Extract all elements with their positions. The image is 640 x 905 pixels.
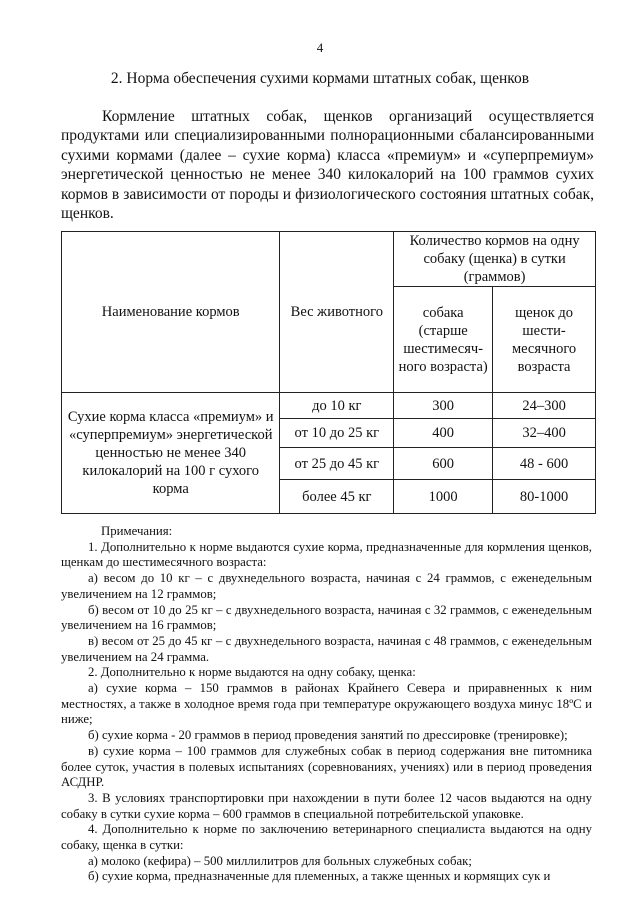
note-paragraph: а) весом до 10 кг – с двухнедельного возраста, начиная с 24 граммов, с еженедельным увеличением на 12 граммов; [61,571,592,601]
header-feed-quantity: Количество кормов на одну собаку (щенка) в сутки (граммов) [394,232,596,287]
note-paragraph: 1. Дополнительно к норме выдаются сухие корма, предназначенные для кормления щенков, щенкам до шестимесячного возраста: [61,539,592,570]
header-animal-weight: Вес животного [280,232,394,393]
note-paragraph: в) весом от 25 до 45 кг – с двухнедельного возраста, начиная с 48 граммов, с еженедельным увеличением на 24 грамма. [61,633,592,664]
weight-cell: до 10 кг [280,393,394,419]
intro-paragraph: Кормление штатных собак, щенков организаций осуществляется продуктами или специализированными полнорационными сбалансированными сухими кормами (далее – сухие корма) класса «премиум» и «суперпремиум» энергетической ценностью не менее 340 килокалорий на 100 граммов сухих кормов в зависимости от породы и физиологического состояния штатных собак, щенков. [61,108,594,223]
note-paragraph: 4. Дополнительно к норме по заключению ветеринарного специалиста выдаются на одну собаку, щенка в сутки: [61,822,592,853]
feed-norms-table [61,231,596,514]
header-puppy: щенок до шести-месячного возраста [493,287,596,393]
notes-section [61,524,592,885]
dog-amount-cell: 1000 [394,480,493,514]
dog-amount-cell: 400 [394,419,493,448]
note-paragraph: б) весом от 10 до 25 кг – с двухнедельного возраста, начиная с 32 граммов, с еженедельным увеличением на 16 граммов; [61,602,592,633]
weight-cell: от 10 до 25 кг [280,419,394,448]
note-paragraph: а) сухие корма – 150 граммов в районах Крайнего Севера и приравненных к ним местностях, а также в холодное время года при температуре окружающего воздуха минус 18ºС и ниже; [61,681,592,727]
header-dog: собака (старше шестимесяч-ного возраста) [394,287,493,393]
note-paragraph: 3. В условиях транспортировки при нахождении в пути более 12 часов выдаются на одну собаку в сутки сухие корма – 600 граммов в специальной потребительской упаковке. [61,790,592,821]
feed-name-cell: Сухие корма класса «премиум» и «суперпремиум» энергетической ценностью не менее 340 килокалорий на 100 г сухого корма [62,393,280,514]
weight-cell: от 25 до 45 кг [280,448,394,480]
table-row [62,393,596,419]
notes-heading: Примечания: [101,524,173,538]
note-paragraph: а) молоко (кефира) – 500 миллилитров для больных служебных собак; [88,853,472,868]
puppy-amount-cell: 32–400 [493,419,596,448]
note-paragraph: б) сухие корма - 20 граммов в период проведения занятий по дрессировке (тренировке); [88,728,568,743]
dog-amount-cell: 300 [394,393,493,419]
note-paragraph: б) сухие корма, предназначенные для племенных, а также щенных и кормящих сук и [88,869,551,884]
puppy-amount-cell: 48 - 600 [493,448,596,480]
section-title: 2. Норма обеспечения сухими кормами штатных собак, щенков [110,70,530,87]
header-feed-name: Наименование кормов [62,232,280,393]
puppy-amount-cell: 24–300 [493,393,596,419]
weight-cell: более 45 кг [280,480,394,514]
note-paragraph: в) сухие корма – 100 граммов для служебных собак в период содержания вне питомника более суток, участия в полевых испытаниях (соревнованиях, учениях) или в период проведения АСДНР. [61,743,592,790]
page-number: 4 [316,40,324,55]
dog-amount-cell: 600 [394,448,493,480]
puppy-amount-cell: 80-1000 [493,480,596,514]
note-paragraph: 2. Дополнительно к норме выдаются на одну собаку, щенка: [88,665,416,680]
